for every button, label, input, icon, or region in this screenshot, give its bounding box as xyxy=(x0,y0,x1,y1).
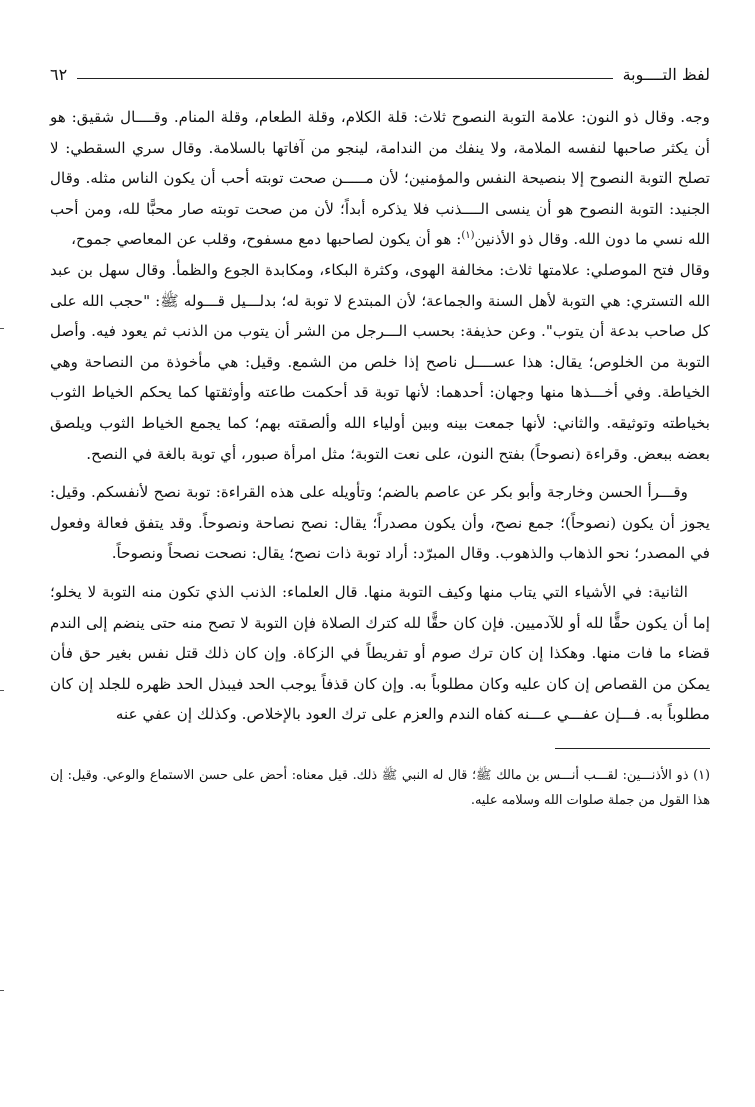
paragraph xyxy=(50,102,710,255)
page-number: ٦٢ xyxy=(50,65,68,84)
book-page xyxy=(50,58,710,1088)
paragraph: الثانية: في الأشياء التي يتاب منها وكيف التوبة منها. قال العلماء: الذنب الذي تكون منه التوبة لا يخلو؛ إما أن يكون حقًّا لله أو للآدميين. فإن كان حقًّا لله كترك الصلاة فإن التوبة لا تصح منه حتى ينضم إلى الندم قضاء ما فات منها. وهكذا إن كان ترك صوم أو تفريطاً في الزكاة. وإن كان ذلك قتل نفس بغير حق فأن يمكن من القصاص إن كان عليه وكان مطلوباً به. وإن كان قذفاً يوجب الحد فيبذل الحد ظهره للجلد إن كان مطلوباً به. فـــإن عفـــي عـــنه كفاه الندم والعزم على ترك العود بالإخلاص. وكذلك إن عفي عنه xyxy=(50,582,710,724)
paragraph-text: وجه. وقال ذو النون: علامة التوبة النصوح ثلاث: قلة الكلام، وقلة الطعام، وقلة المنام. وقــــال شقيق: هو أن يكثر صاحبها لنفسه الملامة، ولا ينفك من الندامة، لينجو من آفاتها بالسلامة. وقال سري السقطي: لا تصلح التوبة النصوح إلا بنصيحة النفس والمؤمنين؛ لأن مـــــن صحت توبته أحب أن يكون الناس مثله. وقال الجنيد: التوبة النصوح هو أن ينسى الــــذنب فلا يذكره أبداً؛ لأن من صحت توبته صار محبًّا لله، ومن أحب الله نسي ما دون الله. وقال ذو الأذنين xyxy=(50,108,710,249)
margin-mark xyxy=(0,328,4,329)
margin-mark xyxy=(0,990,4,991)
running-title: لفظ التــــوبة xyxy=(622,65,710,84)
paragraph: وقـــرأ الحسن وخارجة وأبو بكر عن عاصم بالضم؛ وتأويله على هذه القراءة: توبة نصح لأنفسكم. وقيل: يجوز أن يكون (نصوحاً)؛ جمع نصح، وأن يكون مصدراً؛ يقال: نصح نصاحة ونصوحاً. وقد يتفق فعالة وفعول في المصدر؛ نحو الذهاب والذهوب. وقال المبرّد: أراد توبة ذات نصح؛ يقال: نصحت نصحاً ونصوحاً. xyxy=(50,483,710,563)
paragraph-text: : هو أن يكون لصاحبها دمع مسفوح، وقلب عن المعاصي جموح، xyxy=(71,230,462,249)
paragraph: وقال فتح الموصلي: علامتها ثلاث: مخالفة الهوى، وكثرة البكاء، ومكابدة الجوع والظمأ. وقال سهل بن عبد الله التستري: هي التوبة لأهل السنة والجماعة؛ لأن المبتدع لا توبة له؛ بدلـــيل قـــوله ﷺ: "حجب الله على كل صاحب بدعة أن يتوب". وعن حذيفة: بحسب الـــرجل من الشر أن يتوب من الذنب ثم يعود فيه. وأصل التوبة من الخلوص؛ يقال: هذا عســــل ناصح إذا خلص من الشمع. وقيل: هي مأخوذة من النصاحة وهي الخياطة. وفي أخـــذها منها وجهان: أحدهما: لأنها توبة قد أحكمت طاعته وأوثقتها كما يحكم الخياط الثوب بخياطته وتوثيقه. والثاني: لأنها جمعت بينه وبين أولياء الله وألصقته بهم؛ كما يجمع الخياط الثوب ويلصق بعضه ببعض. وقراءة (نصوحاً) بفتح النون، على نعت التوبة؛ مثل امرأة صبور، أي توبة بالغة في النصح. xyxy=(50,260,710,463)
header-rule xyxy=(77,78,612,79)
margin-mark xyxy=(0,690,4,691)
running-header xyxy=(50,58,710,84)
footnote-separator xyxy=(555,748,710,749)
footnote-reference[interactable]: (١) xyxy=(461,230,475,242)
main-text xyxy=(50,102,710,730)
footnote-text: (١) ذو الأذنـــين: لقـــب أنـــس بن مالك ﷺ؛ قال له النبي ﷺ ذلك. قيل معناه: أحض على حسن الاستماع والوعي. وقيل: إن هذا القول من جملة صلوات الله وسلامه عليه. xyxy=(50,767,710,808)
footnotes xyxy=(50,763,710,813)
